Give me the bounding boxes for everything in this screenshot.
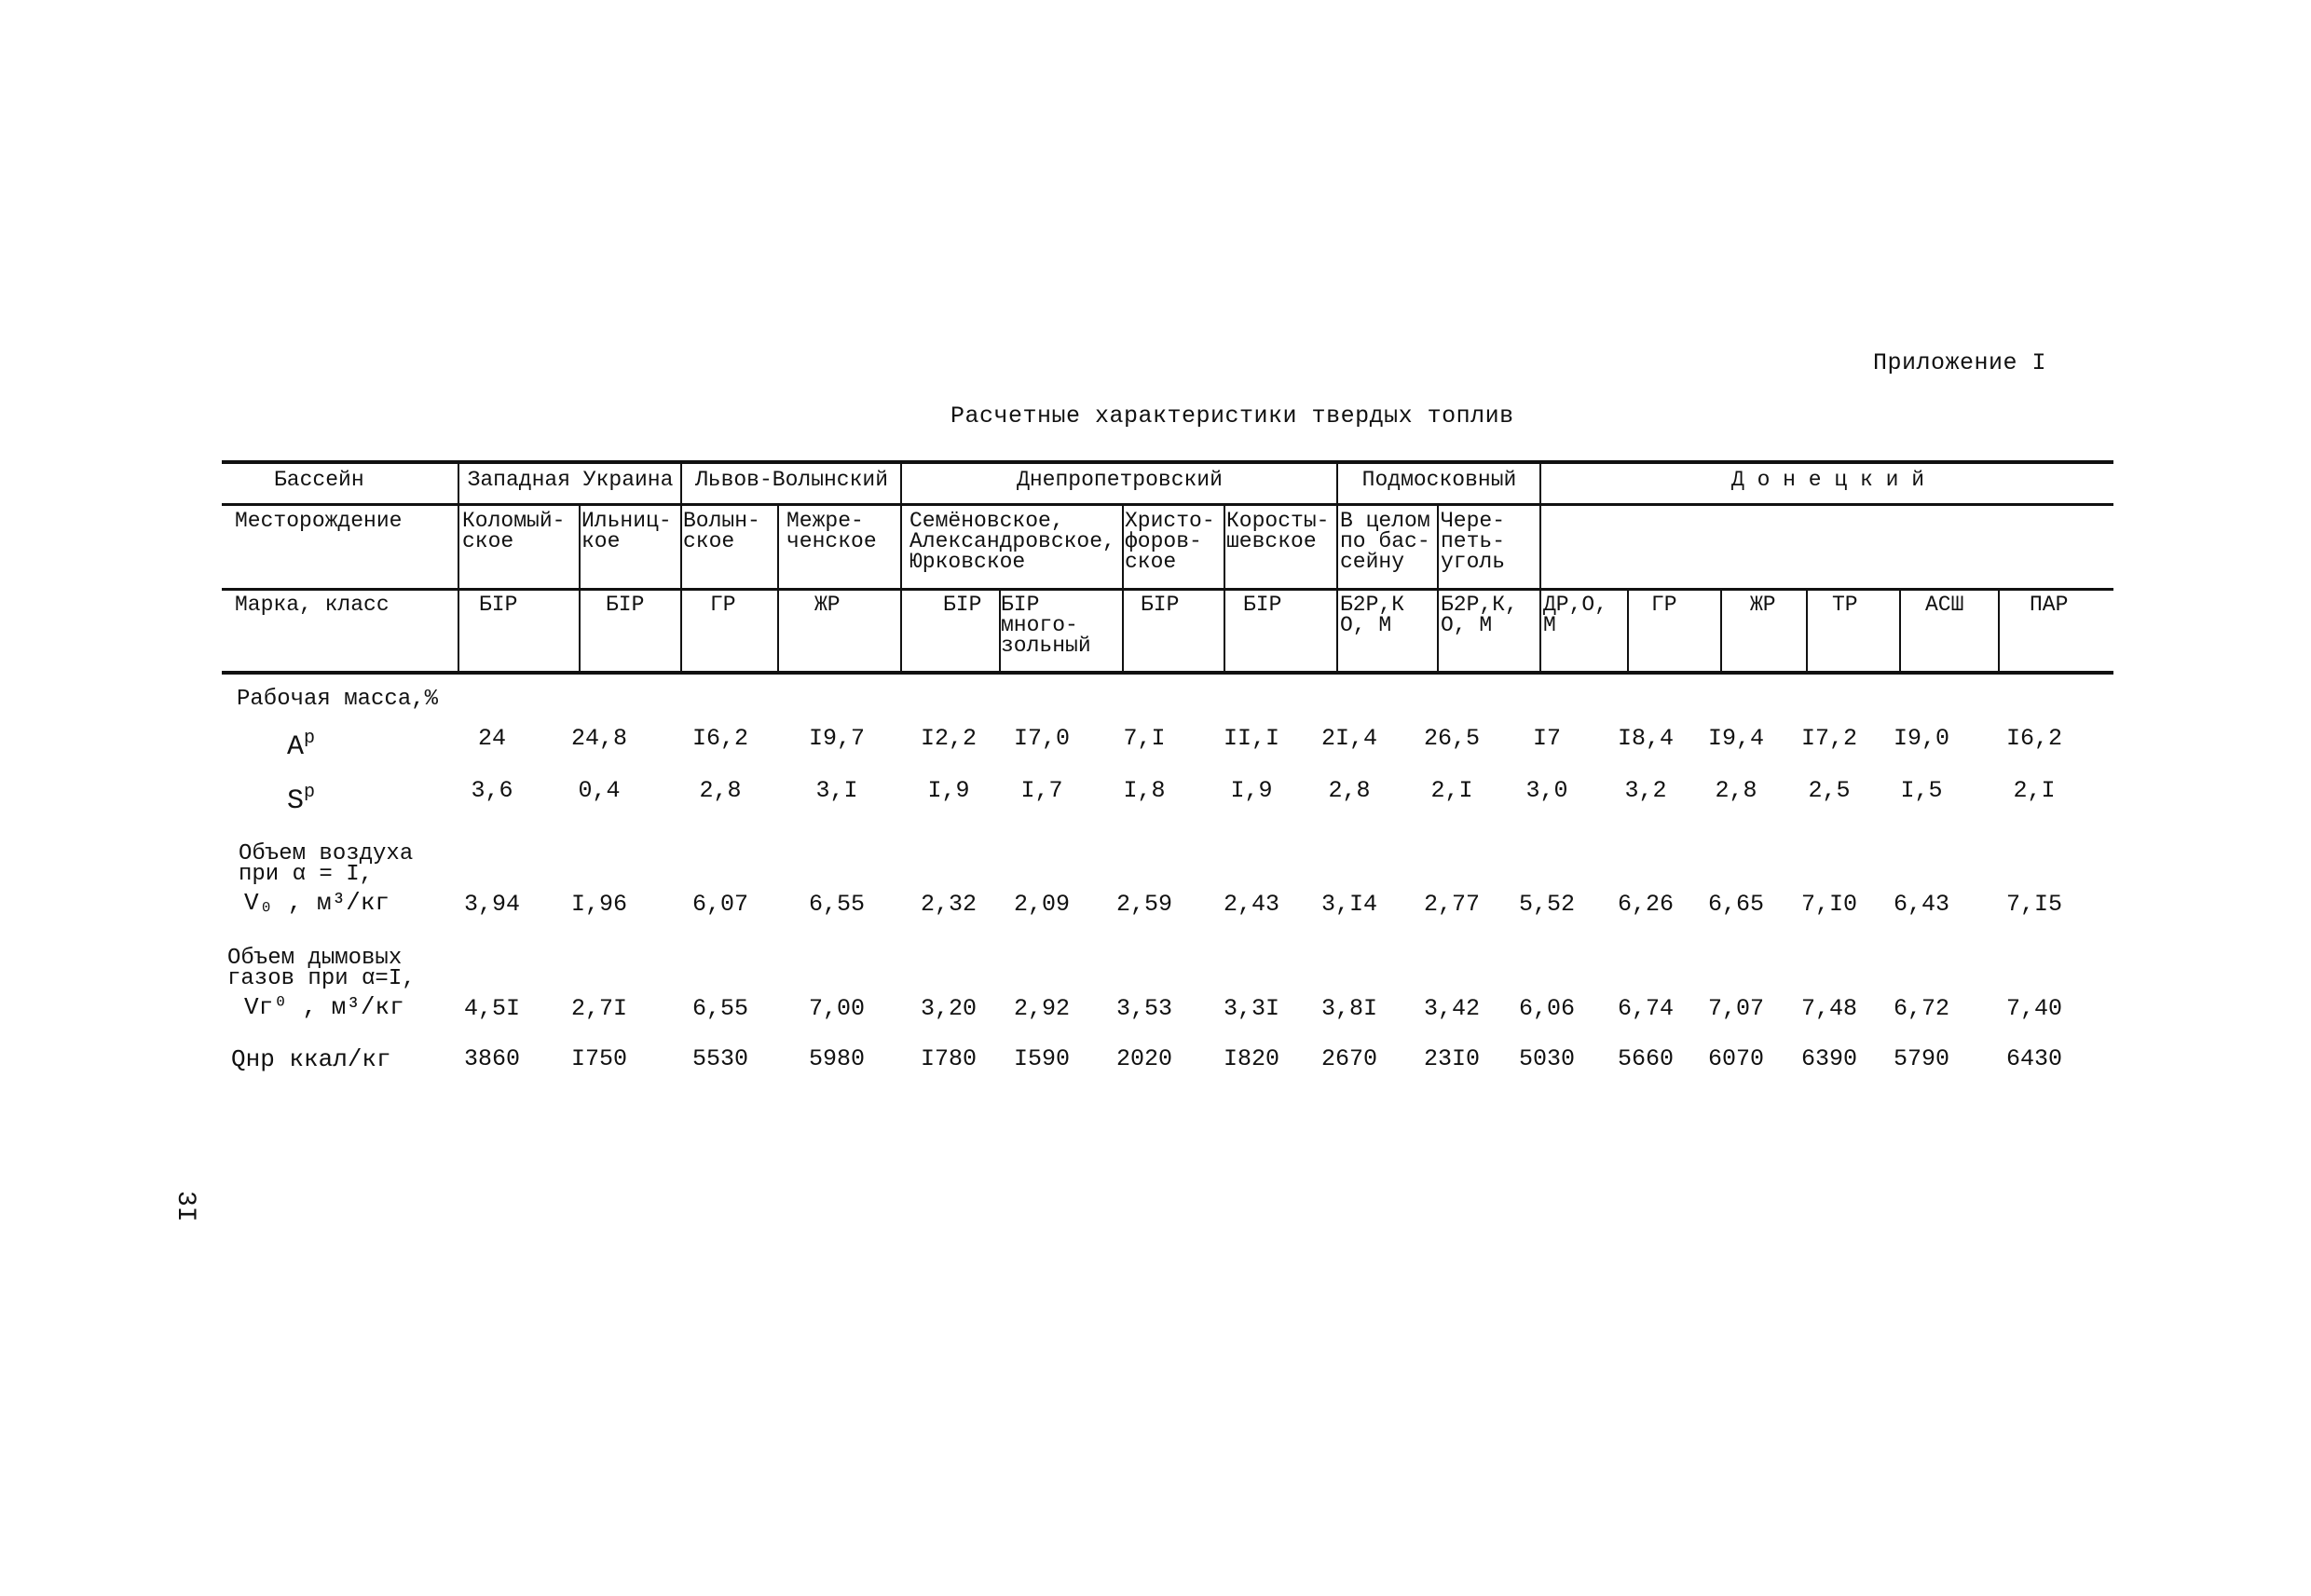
section-flue-volume: Объем дымовых газов при α=I, (227, 946, 416, 991)
deposit-cherepet: Чере- петь- уголь (1441, 509, 1506, 574)
value-ash-1: 24,8 (570, 725, 627, 752)
vline (777, 503, 779, 671)
value-sulfur-13: 2,5 (1808, 777, 1851, 804)
value-air-6: 2,59 (1115, 891, 1172, 918)
value-sulfur-6: I,8 (1123, 777, 1166, 804)
value-sulfur-10: 3,0 (1525, 777, 1568, 804)
vline (1899, 588, 1901, 671)
value-heat-4: I780 (920, 1045, 977, 1072)
vline (1224, 503, 1225, 671)
grade-cell: БIР (943, 593, 982, 617)
vline (900, 460, 902, 671)
value-ash-2: I6,2 (691, 725, 748, 752)
grade-cell: ЖР (814, 593, 841, 617)
grade-cell: БIР (606, 593, 645, 617)
basin-donetsk: Д о н е ц к и й (1730, 468, 1925, 492)
deposit-khristofor: Христо- форов- ское (1125, 509, 1215, 574)
value-air-0: 3,94 (463, 891, 520, 918)
section-flue-unit: Vг⁰ , м³/кг (244, 993, 404, 1021)
value-ash-13: I7,2 (1800, 725, 1857, 752)
symbol-sulfur (287, 779, 315, 815)
value-sulfur-7: I,9 (1230, 777, 1273, 804)
grade-cell: БIР (479, 593, 518, 617)
deposit-kolomyi: Коломый- ское (462, 509, 566, 553)
vline (1437, 503, 1439, 671)
grade-cell: ПАР (2030, 593, 2069, 617)
value-air-4: 2,32 (920, 891, 977, 918)
value-ash-4: I2,2 (920, 725, 977, 752)
value-heat-9: 23I0 (1423, 1045, 1480, 1072)
grade-cell: ГР (1651, 593, 1677, 617)
value-flue-0: 4,5I (463, 995, 520, 1022)
value-air-14: 6,43 (1893, 891, 1949, 918)
vline (579, 503, 581, 671)
value-air-15: 7,I5 (2005, 891, 2062, 918)
vline (1539, 460, 1541, 671)
value-ash-9: 26,5 (1423, 725, 1480, 752)
grade-cell: БIР (1141, 593, 1180, 617)
value-air-5: 2,09 (1013, 891, 1070, 918)
grade-cell: БIР (1243, 593, 1282, 617)
value-air-11: 6,26 (1617, 891, 1674, 918)
value-flue-5: 2,92 (1013, 995, 1070, 1022)
vline (1627, 588, 1629, 671)
deposit-whole-basin: В целом по бас- сейну (1340, 509, 1430, 574)
value-sulfur-11: 3,2 (1624, 777, 1667, 804)
rule-top (222, 460, 2113, 464)
value-heat-6: 2020 (1115, 1045, 1172, 1072)
value-air-2: 6,07 (691, 891, 748, 918)
symbol-sulfur-sup: р (304, 782, 316, 803)
table-body (222, 680, 2113, 1109)
symbol-sulfur-letter: S (287, 785, 305, 817)
value-heat-7: I820 (1223, 1045, 1279, 1072)
value-sulfur-4: I,9 (927, 777, 970, 804)
value-flue-3: 7,00 (808, 995, 865, 1022)
vline (1336, 460, 1338, 671)
grade-cell: АСШ (1925, 593, 1964, 617)
value-heat-5: I590 (1013, 1045, 1070, 1072)
grade-cell: ГР (710, 593, 736, 617)
rule-basin (222, 503, 2113, 506)
grade-cell: Б2Р,К, О, М (1441, 593, 1518, 637)
value-air-3: 6,55 (808, 891, 865, 918)
value-flue-7: 3,3I (1223, 995, 1279, 1022)
grade-cell: БIР много- зольный (1001, 593, 1091, 658)
value-heat-13: 6390 (1800, 1045, 1857, 1072)
value-flue-9: 3,42 (1423, 995, 1480, 1022)
value-flue-1: 2,7I (570, 995, 627, 1022)
value-ash-0: 24 (477, 725, 506, 752)
value-air-8: 3,I4 (1320, 891, 1377, 918)
value-ash-3: I9,7 (808, 725, 865, 752)
value-ash-12: I9,4 (1707, 725, 1764, 752)
value-heat-10: 5030 (1518, 1045, 1575, 1072)
value-air-1: I,96 (570, 891, 627, 918)
value-flue-14: 6,72 (1893, 995, 1949, 1022)
header-table (222, 460, 2113, 675)
value-flue-6: 3,53 (1115, 995, 1172, 1022)
symbol-ash-sup: р (304, 728, 316, 749)
value-heat-2: 5530 (691, 1045, 748, 1072)
value-ash-6: 7,I (1123, 725, 1166, 752)
basin-west-ukraine: Западная Украина (467, 468, 674, 492)
row-label-grade: Марка, класс (235, 593, 390, 617)
value-sulfur-5: I,7 (1020, 777, 1063, 804)
value-air-9: 2,77 (1423, 891, 1480, 918)
vline (1720, 588, 1722, 671)
value-flue-11: 6,74 (1617, 995, 1674, 1022)
deposit-korostyshev: Коросты- шевское (1226, 509, 1330, 553)
value-ash-5: I7,0 (1013, 725, 1070, 752)
grade-cell: ДР,О, М (1543, 593, 1608, 637)
vline (1998, 588, 2000, 671)
value-flue-8: 3,8I (1320, 995, 1377, 1022)
value-heat-14: 5790 (1893, 1045, 1949, 1072)
section-air-volume: Объем воздуха при α = I, (239, 841, 414, 887)
value-air-7: 2,43 (1223, 891, 1279, 918)
value-heat-12: 6070 (1707, 1045, 1764, 1072)
deposit-semenov: Семёновское, Александровское, Юрковское (909, 509, 1115, 574)
symbol-ash-letter: A (287, 731, 305, 763)
deposit-ilnits: Ильниц- кое (581, 509, 672, 553)
value-heat-0: 3860 (463, 1045, 520, 1072)
value-flue-10: 6,06 (1518, 995, 1575, 1022)
rule-header-bottom (222, 671, 2113, 675)
value-flue-4: 3,20 (920, 995, 977, 1022)
value-heat-3: 5980 (808, 1045, 865, 1072)
vline (1806, 588, 1808, 671)
section-air-unit: V₀ , м³/кг (244, 889, 390, 917)
value-air-10: 5,52 (1518, 891, 1575, 918)
vline (458, 460, 459, 671)
section-working-mass: Рабочая масса,% (237, 687, 439, 712)
value-sulfur-15: 2,I (2013, 777, 2056, 804)
appendix-label: Приложение I (1873, 349, 2047, 376)
value-sulfur-1: 0,4 (578, 777, 621, 804)
value-heat-15: 6430 (2005, 1045, 2062, 1072)
value-ash-14: I9,0 (1893, 725, 1949, 752)
grade-cell: ТР (1832, 593, 1858, 617)
value-sulfur-8: 2,8 (1328, 777, 1371, 804)
row-label-basin: Бассейн (274, 468, 364, 492)
value-flue-2: 6,55 (691, 995, 748, 1022)
value-ash-8: 2I,4 (1320, 725, 1377, 752)
value-air-12: 6,65 (1707, 891, 1764, 918)
basin-lviv-volyn: Львов-Волынский (694, 468, 889, 492)
value-flue-15: 7,40 (2005, 995, 2062, 1022)
value-sulfur-9: 2,I (1430, 777, 1473, 804)
value-flue-13: 7,48 (1800, 995, 1857, 1022)
document-title: Расчетные характеристики твердых топлив (950, 402, 1514, 430)
value-sulfur-3: 3,I (815, 777, 858, 804)
value-ash-15: I6,2 (2005, 725, 2062, 752)
vline (1122, 503, 1124, 671)
basin-dnipro: Днепропетровский (1017, 468, 1223, 492)
value-air-13: 7,I0 (1800, 891, 1857, 918)
value-heat-1: I750 (570, 1045, 627, 1072)
basin-moscow: Подмосковный (1361, 468, 1517, 492)
value-flue-12: 7,07 (1707, 995, 1764, 1022)
value-ash-10: I7 (1532, 725, 1561, 752)
value-heat-8: 2670 (1320, 1045, 1377, 1072)
vline (680, 460, 682, 671)
value-sulfur-12: 2,8 (1715, 777, 1757, 804)
value-sulfur-2: 2,8 (699, 777, 742, 804)
grade-cell: ЖР (1750, 593, 1776, 617)
page-number: 3I (171, 1191, 199, 1222)
symbol-ash (287, 725, 315, 761)
section-heat-unit: Qнр ккал/кг (231, 1045, 391, 1073)
deposit-mezhrech: Межре- ченское (786, 509, 877, 553)
row-label-deposit: Месторождение (235, 509, 403, 533)
value-sulfur-0: 3,6 (471, 777, 513, 804)
value-sulfur-14: I,5 (1900, 777, 1943, 804)
value-ash-7: II,I (1223, 725, 1279, 752)
grade-cell: Б2Р,К О, М (1340, 593, 1405, 637)
value-heat-11: 5660 (1617, 1045, 1674, 1072)
value-ash-11: I8,4 (1617, 725, 1674, 752)
rule-deposit (222, 588, 2113, 591)
deposit-volyn: Волын- ское (683, 509, 760, 553)
